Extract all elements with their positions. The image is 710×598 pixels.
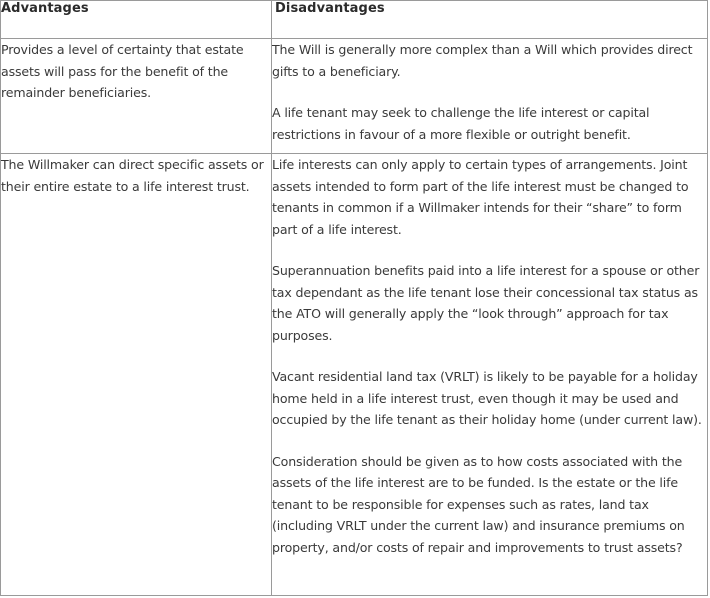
- advantages-header: Advantages: [1, 1, 272, 39]
- disadvantage-cell: [272, 154, 708, 596]
- disadvantage-text: Consideration should be given as to how costs associated with the assets of the life interest are to be funded. Is the estate or the life tenant to be responsible for expenses such as rates, land tax (including VRLT under the current law) and insurance premiums on property, and/or costs of repair and improvements to trust assets?: [272, 453, 685, 555]
- disadvantage-text: The Will is generally more complex than a Will which provides direct gifts to a beneficiary.: [272, 42, 693, 79]
- table-row: [1, 39, 708, 154]
- advantage-text: The Willmaker can direct specific assets or their entire estate to a life interest trust.: [1, 157, 264, 194]
- disadvantage-text: Vacant residential land tax (VRLT) is likely to be payable for a holiday home held in a life interest trust, even though it may be used and occupied by the life tenant as their holiday home (under current law).: [272, 369, 702, 427]
- table-row: [1, 154, 708, 596]
- disadvantage-cell: [272, 39, 708, 154]
- disadvantages-header: Disadvantages: [272, 1, 708, 39]
- advantage-cell: [1, 39, 272, 154]
- disadvantage-text: Life interests can only apply to certain types of arrangements. Joint assets intended to form part of the life interest must be changed to tenants in common if a Willmaker intends for their “share” to form part of a life interest.: [272, 157, 689, 237]
- disadvantage-text: Superannuation benefits paid into a life interest for a spouse or other tax dependant as the life tenant lose their concessional tax status as the ATO will generally apply the “look through” approach for tax purposes.: [272, 263, 700, 343]
- table-header-row: [1, 1, 708, 39]
- disadvantage-text: A life tenant may seek to challenge the life interest or capital restrictions in favour of a more flexible or outright benefit.: [272, 105, 650, 142]
- advantage-cell: [1, 154, 272, 596]
- advantage-text: Provides a level of certainty that estate assets will pass for the benefit of the remainder beneficiaries.: [1, 42, 244, 100]
